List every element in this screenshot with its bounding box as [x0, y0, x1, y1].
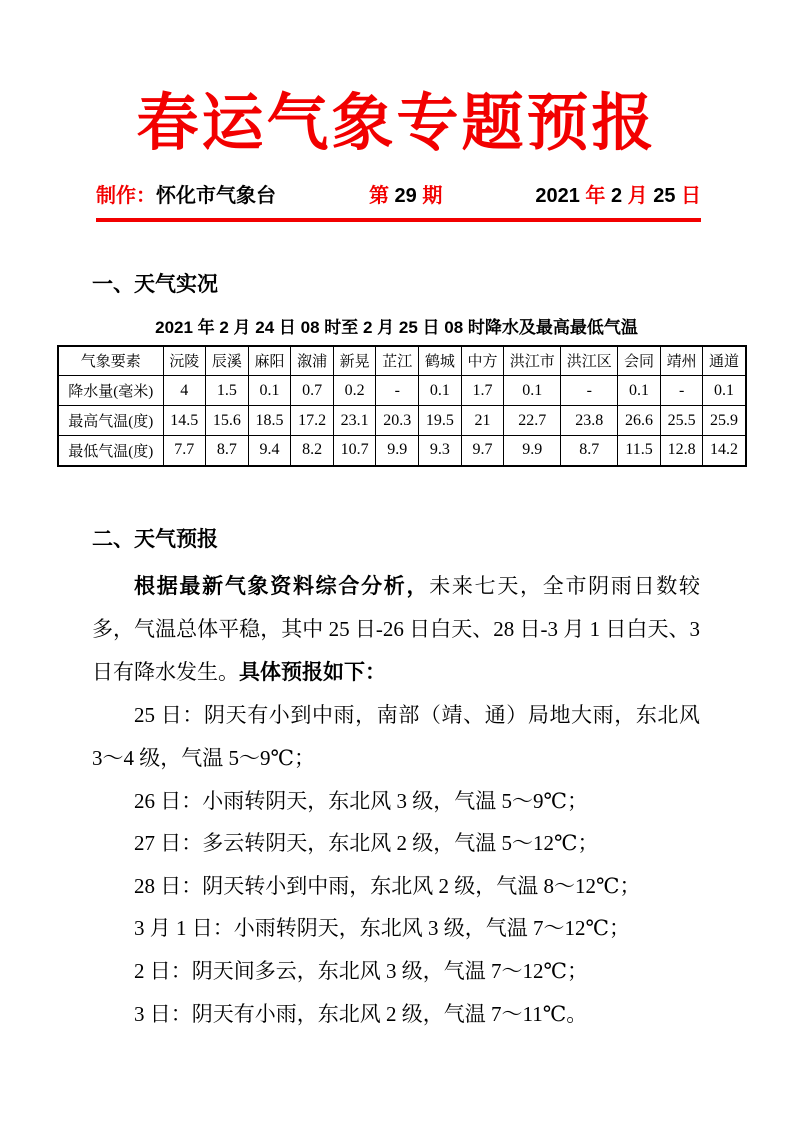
row-label-cell: 最高气温(度) — [58, 406, 163, 436]
header-cell: 会同 — [618, 346, 661, 376]
row-label-cell: 降水量(毫米) — [58, 376, 163, 406]
header-cell: 气象要素 — [58, 346, 163, 376]
data-cell: 19.5 — [419, 406, 462, 436]
data-cell: 23.1 — [333, 406, 376, 436]
data-cell: 8.7 — [206, 436, 249, 466]
header-cell: 洪江市 — [504, 346, 561, 376]
intro-text-segment: 未来七天，全市阴雨日数较多，气温总体平稳，其中 25 日-26 日白天、28 日-3 月 1 日白天、3 日有降水发生。 — [92, 573, 701, 684]
issue-segment: 29 — [388, 184, 423, 207]
header-cell: 辰溪 — [206, 346, 249, 376]
section-heading-forecast: 二、天气预报 — [92, 527, 218, 551]
date-segment: 年 — [585, 184, 606, 207]
header-cell: 鹤城 — [419, 346, 462, 376]
header-cell: 沅陵 — [163, 346, 206, 376]
data-cell: 8.2 — [291, 436, 334, 466]
data-cell: 25.9 — [703, 406, 746, 436]
data-cell: 14.2 — [703, 436, 746, 466]
data-cell: 20.3 — [376, 406, 419, 436]
table-row — [58, 406, 746, 436]
daily-forecast-item: 3 日：阴天有小雨，东北风 2 级，气温 7～11℃。 — [134, 1001, 588, 1026]
data-cell: 0.7 — [291, 376, 334, 406]
data-cell: - — [660, 376, 703, 406]
section-heading-weather-actual: 一、天气实况 — [92, 272, 218, 296]
data-cell: 1.5 — [206, 376, 249, 406]
daily-forecast-item: 2 日：阴天间多云，东北风 3 级，气温 7～12℃； — [134, 958, 588, 983]
daily-forecast-item: 26 日：小雨转阴天，东北风 3 级，气温 5～9℃； — [134, 788, 588, 813]
data-cell: 7.7 — [163, 436, 206, 466]
data-cell: 9.3 — [419, 436, 462, 466]
page-title: 春运气象专题预报 — [136, 90, 657, 158]
byline — [96, 179, 701, 222]
data-cell: 0.2 — [333, 376, 376, 406]
data-cell: 15.6 — [206, 406, 249, 436]
daily-forecast-item: 25 日：阴天有小到中雨，南部（靖、通）局地大雨，东北风 3～4 级，气温 5～9℃； — [92, 703, 700, 770]
data-cell: 25.5 — [660, 406, 703, 436]
intro-bold-segment: 根据最新气象资料综合分析， — [134, 574, 430, 598]
data-cell: 18.5 — [248, 406, 291, 436]
daily-forecast-item: 28 日：阴天转小到中雨，东北风 2 级，气温 8～12℃； — [134, 873, 641, 898]
intro-bold-segment: 具体预报如下： — [239, 660, 386, 684]
data-cell: 0.1 — [703, 376, 746, 406]
table-row — [58, 436, 746, 466]
forecast-intro-paragraph — [92, 565, 700, 695]
data-cell: 11.5 — [618, 436, 661, 466]
data-cell: - — [561, 376, 618, 406]
data-cell: 22.7 — [504, 406, 561, 436]
data-cell: 9.9 — [504, 436, 561, 466]
date-segment: 月 — [627, 184, 648, 207]
table-row — [58, 376, 746, 406]
header-cell: 溆浦 — [291, 346, 334, 376]
daily-forecast-item: 3 月 1 日：小雨转阴天，东北风 3 级，气温 7～12℃； — [134, 916, 630, 941]
data-cell: 0.1 — [419, 376, 462, 406]
producer — [96, 179, 276, 208]
header-cell: 靖州 — [660, 346, 703, 376]
data-cell: 0.1 — [504, 376, 561, 406]
header-cell: 芷江 — [376, 346, 419, 376]
daily-forecast-list — [0, 694, 793, 1035]
issue-segment: 第 — [368, 184, 389, 207]
producer-label: 制作： — [96, 184, 156, 207]
table-header-row — [58, 346, 746, 376]
header-cell: 新晃 — [333, 346, 376, 376]
issue-date — [535, 179, 701, 208]
data-cell: 12.8 — [660, 436, 703, 466]
weather-table — [57, 345, 747, 467]
date-segment: 2 — [605, 184, 628, 207]
data-cell: 8.7 — [561, 436, 618, 466]
header-cell: 中方 — [461, 346, 504, 376]
header-cell: 通道 — [703, 346, 746, 376]
data-cell: 9.9 — [376, 436, 419, 466]
issue-segment: 期 — [422, 184, 443, 207]
data-cell: 26.6 — [618, 406, 661, 436]
data-cell: 23.8 — [561, 406, 618, 436]
date-segment: 2021 — [535, 184, 586, 207]
header-cell: 洪江区 — [561, 346, 618, 376]
data-cell: 0.1 — [618, 376, 661, 406]
data-cell: 21 — [461, 406, 504, 436]
data-cell: 14.5 — [163, 406, 206, 436]
header-cell: 麻阳 — [248, 346, 291, 376]
date-segment: 25 — [647, 184, 681, 207]
data-cell: 9.4 — [248, 436, 291, 466]
data-cell: 17.2 — [291, 406, 334, 436]
data-cell: 10.7 — [333, 436, 376, 466]
producer-value: 怀化市气象台 — [156, 184, 276, 207]
data-cell: 9.7 — [461, 436, 504, 466]
data-cell: 4 — [163, 376, 206, 406]
table-caption: 2021 年 2 月 24 日 08 时至 2 月 25 日 08 时降水及最高最低气温 — [155, 317, 638, 337]
row-label-cell: 最低气温(度) — [58, 436, 163, 466]
daily-forecast-item: 27 日：多云转阴天，东北风 2 级，气温 5～12℃； — [134, 831, 599, 856]
date-segment: 日 — [681, 184, 701, 207]
data-cell: 0.1 — [248, 376, 291, 406]
data-cell: - — [376, 376, 419, 406]
data-cell: 1.7 — [461, 376, 504, 406]
issue-number — [369, 179, 442, 208]
